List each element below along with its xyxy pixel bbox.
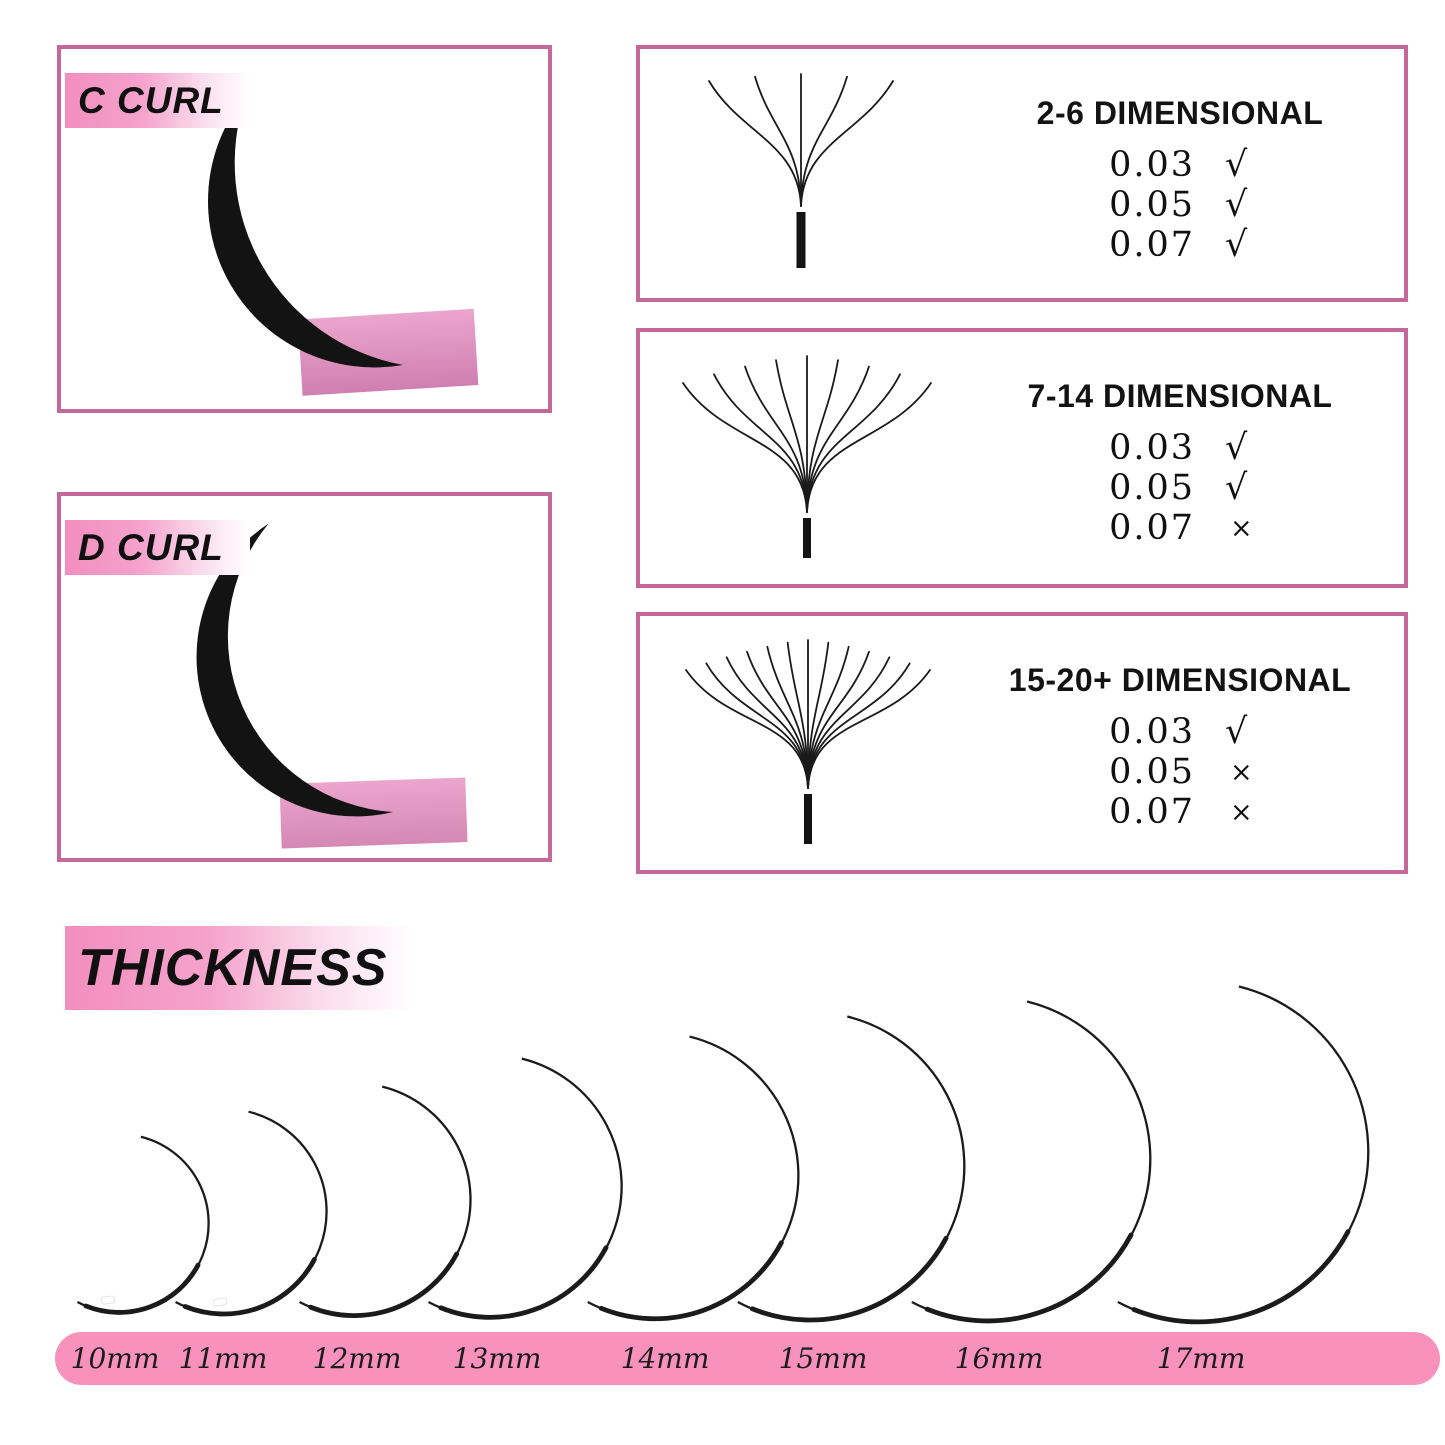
availability-mark: √: [1225, 145, 1248, 185]
length-label: 11mm: [178, 1342, 268, 1375]
fan-strand: [801, 77, 847, 206]
length-scale-bar: [55, 1332, 1440, 1385]
table-row: [1073, 468, 1287, 508]
length-curve-base: [1134, 1232, 1348, 1322]
availability-mark: ×: [1230, 756, 1253, 788]
thickness-section-label: THICKNESS: [78, 939, 388, 997]
thickness-value: 0.07: [1109, 792, 1195, 832]
fan-strand: [683, 383, 807, 512]
length-label: 17mm: [1156, 1342, 1246, 1375]
dimensional-info: [970, 662, 1390, 832]
thickness-value: 0.03: [1109, 712, 1195, 752]
fan-strand: [755, 77, 801, 206]
c-curl-label: C CURL: [78, 79, 224, 121]
availability-mark: ×: [1230, 796, 1253, 828]
d-curl-label: D CURL: [78, 526, 224, 568]
availability-mark: ×: [1230, 512, 1253, 544]
length-curve: [588, 1037, 799, 1319]
length-label: 16mm: [954, 1342, 1044, 1375]
thickness-value: 0.07: [1109, 225, 1195, 265]
lash-length-curves: [0, 950, 1445, 1335]
thickness-value: 0.03: [1109, 145, 1195, 185]
dimensional-title: 15-20+ DIMENSIONAL: [1008, 662, 1352, 698]
fan-strand: [808, 663, 910, 788]
dimensional-info: [970, 95, 1390, 265]
d-curl-label-chip: [65, 520, 250, 575]
length-curve-base: [441, 1248, 606, 1318]
length-label: 14mm: [620, 1342, 710, 1375]
length-curve: [1118, 986, 1368, 1322]
length-curve-base: [185, 1259, 314, 1314]
table-row: [1073, 792, 1287, 832]
table-row: [1073, 225, 1287, 265]
thickness-options: [1073, 145, 1287, 265]
thickness-value: 0.07: [1109, 508, 1195, 548]
table-row: [1073, 428, 1287, 468]
thickness-value: 0.05: [1109, 752, 1195, 792]
length-curve: [77, 1137, 208, 1313]
length-curve: [912, 1002, 1150, 1322]
availability-mark: √: [1225, 225, 1248, 265]
c-curl-card: [57, 45, 552, 413]
length-curve: [176, 1112, 327, 1314]
table-row: [1073, 712, 1287, 752]
c-curl-label-chip: [65, 73, 250, 128]
thickness-options: [1073, 712, 1287, 832]
dimensional-title: 7-14 DIMENSIONAL: [1027, 378, 1333, 414]
availability-mark: √: [1225, 468, 1248, 508]
availability-mark: √: [1225, 428, 1248, 468]
d-curl-card: [57, 492, 552, 862]
length-label: 12mm: [312, 1342, 402, 1375]
length-curve-base: [927, 1235, 1131, 1321]
length-label: 13mm: [452, 1342, 542, 1375]
thickness-value: 0.03: [1109, 428, 1195, 468]
fan-strand: [706, 663, 808, 788]
thickness-value: 0.05: [1109, 468, 1195, 508]
fan-strand: [807, 383, 931, 512]
dimensional-title: 2-6 DIMENSIONAL: [1036, 95, 1324, 131]
length-curve: [428, 1059, 621, 1318]
dimensional-card-2-6: [636, 45, 1408, 302]
thickness-value: 0.05: [1109, 185, 1195, 225]
availability-mark: √: [1225, 712, 1248, 752]
length-label: 10mm: [70, 1342, 160, 1375]
table-row: [1073, 185, 1287, 225]
dimensional-info: [970, 378, 1390, 548]
table-row: [1073, 752, 1287, 792]
table-row: [1073, 145, 1287, 185]
table-row: [1073, 508, 1287, 548]
availability-mark: √: [1225, 185, 1248, 225]
dimensional-card-15-20: [636, 612, 1408, 874]
thickness-options: [1073, 428, 1287, 548]
dimensional-card-7-14: [636, 328, 1408, 588]
length-curve: [738, 1017, 965, 1321]
length-label: 15mm: [778, 1342, 868, 1375]
length-curve-base: [752, 1238, 946, 1320]
